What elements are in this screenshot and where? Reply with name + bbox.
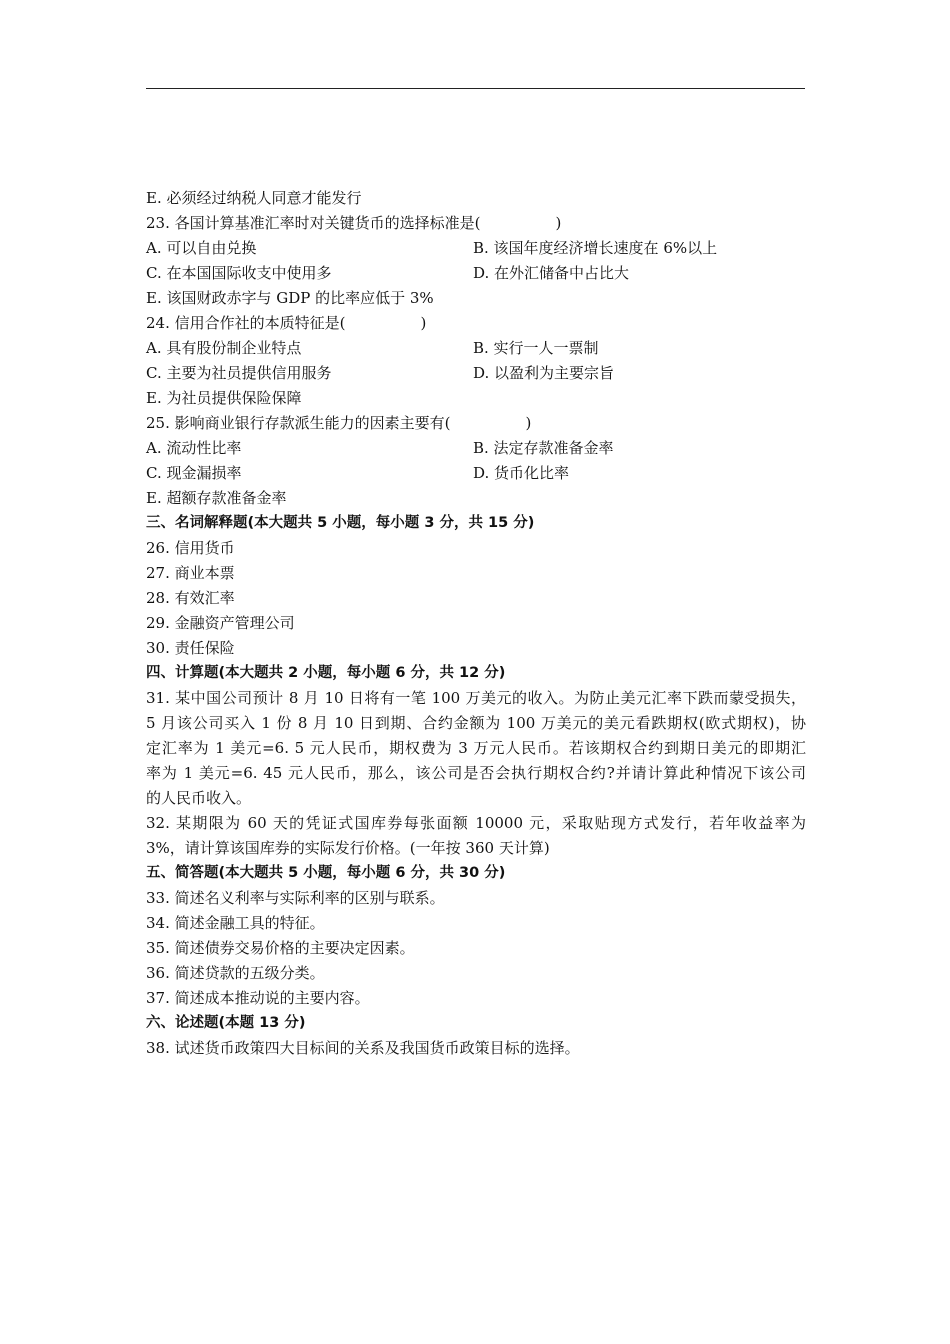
q32-paragraph — [146, 811, 806, 861]
q25-option-d: D. 货币化比率 — [473, 464, 570, 482]
q23-options-cd — [146, 261, 806, 286]
section3-item: 30. 责任保险 — [146, 639, 235, 657]
section4-heading: 四、计算题(本大题共 2 小题，每小题 6 分，共 12 分) — [146, 665, 506, 681]
q24-option-e: E. 为社员提供保险保障 — [146, 389, 302, 407]
q25-option-c: C. 现金漏损率 — [146, 464, 242, 482]
section5-item: 34. 简述金融工具的特征。 — [146, 914, 325, 932]
q31-line: 31. 某中国公司预计 8 月 10 日将有一笔 100 万美元的收入。为防止美元汇率下跌而蒙受损失， — [146, 689, 806, 707]
q24-option-b: B. 实行一人一票制 — [473, 339, 599, 357]
section3-item: 26. 信用货币 — [146, 539, 235, 557]
section3-item: 28. 有效汇率 — [146, 589, 235, 607]
q24-options-cd — [146, 361, 806, 386]
q22-option-e: E. 必须经过纳税人同意才能发行 — [146, 189, 362, 207]
q24-option-a: A. 具有股份制企业特点 — [146, 339, 302, 357]
q31-line: 的人民币收入。 — [146, 789, 252, 807]
q25-options-ab — [146, 436, 806, 461]
q32-line: 32. 某期限为 60 天的凭证式国库券每张面额 10000 元，采取贴现方式发行，若年收益率为 — [146, 814, 806, 832]
q31-line: 率为 1 美元=6. 45 元人民币，那么，该公司是否会执行期权合约?并请计算此种情况下该公司 — [146, 764, 806, 782]
section5-item: 37. 简述成本推动说的主要内容。 — [146, 989, 370, 1007]
exam-content — [146, 186, 806, 1061]
q24-stem: 24. 信用合作社的本质特征是( ) — [146, 314, 427, 332]
section5-item: 35. 简述债券交易价格的主要决定因素。 — [146, 939, 415, 957]
q23-option-b: B. 该国年度经济增长速度在 6%以上 — [473, 239, 718, 257]
section5-heading: 五、简答题(本大题共 5 小题，每小题 6 分，共 30 分) — [146, 865, 506, 881]
q23-option-c: C. 在本国国际收支中使用多 — [146, 264, 332, 282]
q25-option-a: A. 流动性比率 — [146, 439, 242, 457]
q23-option-e: E. 该国财政赤字与 GDP 的比率应低于 3% — [146, 289, 434, 307]
section6-heading: 六、论述题(本题 13 分) — [146, 1015, 306, 1031]
q31-line: 定汇率为 1 美元=6. 5 元人民币，期权费为 3 万元人民币。若该期权合约到期日美元的即期汇 — [146, 739, 806, 757]
section3-item: 29. 金融资产管理公司 — [146, 614, 295, 632]
q31-line: 5 月该公司买入 1 份 8 月 10 日到期、合约金额为 100 万美元的美元看跌期权(欧式期权)，协 — [146, 714, 806, 732]
section3-item: 27. 商业本票 — [146, 564, 235, 582]
q23-option-d: D. 在外汇储备中占比大 — [473, 264, 630, 282]
q25-option-b: B. 法定存款准备金率 — [473, 439, 614, 457]
q31-paragraph — [146, 686, 806, 811]
q23-options-ab — [146, 236, 806, 261]
section3-heading: 三、名词解释题(本大题共 5 小题，每小题 3 分，共 15 分) — [146, 515, 535, 531]
section5-item: 33. 简述名义利率与实际利率的区别与联系。 — [146, 889, 445, 907]
q25-option-e: E. 超额存款准备金率 — [146, 489, 287, 507]
q23-option-a: A. 可以自由兑换 — [146, 239, 257, 257]
q25-options-cd — [146, 461, 806, 486]
q23-stem: 23. 各国计算基准汇率时对关键货币的选择标准是( ) — [146, 214, 562, 232]
section6-item: 38. 试述货币政策四大目标间的关系及我国货币政策目标的选择。 — [146, 1039, 580, 1057]
section5-item: 36. 简述贷款的五级分类。 — [146, 964, 325, 982]
header-rule — [146, 88, 805, 89]
q32-line: 3%，请计算该国库券的实际发行价格。(一年按 360 天计算) — [146, 839, 550, 857]
q24-option-d: D. 以盈利为主要宗旨 — [473, 364, 615, 382]
q24-options-ab — [146, 336, 806, 361]
q25-stem: 25. 影响商业银行存款派生能力的因素主要有( ) — [146, 414, 532, 432]
q24-option-c: C. 主要为社员提供信用服务 — [146, 364, 332, 382]
